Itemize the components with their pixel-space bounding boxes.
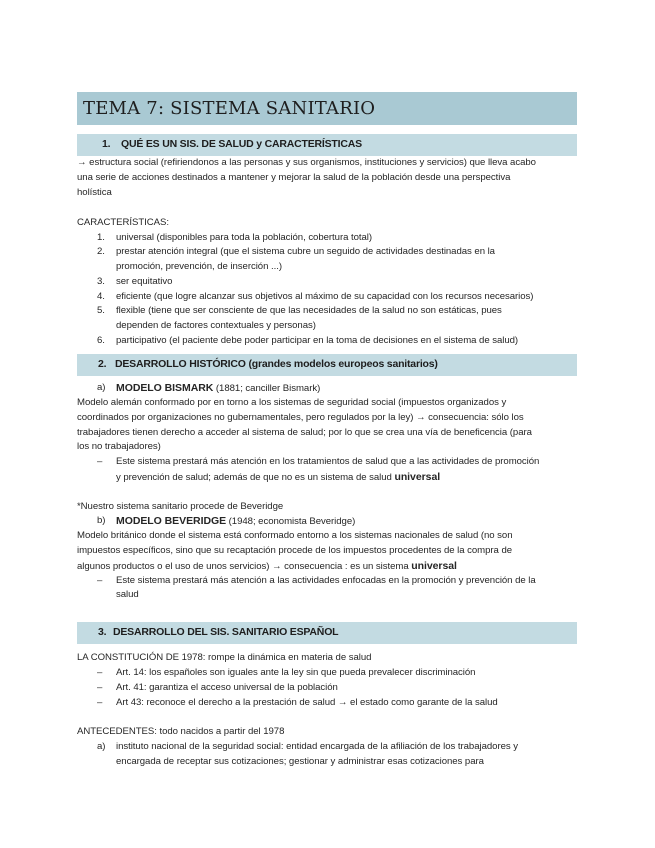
section-1-number: 1.	[102, 138, 111, 150]
beveridge-line-1: Modelo británico donde el sistema está conformado entorno a los sistemas nacionales de salud (no son	[77, 530, 513, 541]
beveridge-note: *Nuestro sistema sanitario procede de Beveridge	[77, 501, 284, 512]
title-banner	[77, 92, 577, 125]
bismark-line-1: Modelo alemán conformado por en torno a los sistemas de seguridad social (impuestos organizados y	[77, 397, 507, 408]
bismark-model-detail: (1881; canciller Bismark)	[213, 383, 321, 394]
section-2-number: 2.	[98, 358, 107, 370]
char-2-number: 2.	[97, 246, 105, 257]
antecedents-heading: ANTECEDENTES: todo nacidos a partir del 1978	[77, 726, 285, 737]
section-3-banner	[77, 622, 577, 644]
section-3-title: DESARROLLO DEL SIS. SANITARIO ESPAÑOL	[113, 626, 339, 638]
char-4-number: 4.	[97, 291, 105, 302]
bismark-bullet-text: y prevención de salud; además de que no es un sistema de salud	[116, 472, 395, 483]
char-6-number: 6.	[97, 335, 105, 346]
beveridge-model-name: MODELO BEVERIDGE	[116, 515, 227, 527]
bismark-heading	[116, 381, 320, 397]
intro-line-1: → estructura social (refiriendonos a las personas y sus organismos, instituciones y servicios) que lleva acabo	[77, 157, 536, 168]
section-1-banner	[77, 134, 577, 156]
art-41-text: Art. 41: garantiza el acceso universal de la población	[116, 682, 338, 693]
antecedent-a-line-2: encargada de receptar sus cotizaciones; gestionar y administrar esas cotizaciones para	[116, 756, 484, 767]
char-2-text-cont: promoción, prevención, de inserción ...)	[116, 261, 282, 272]
section-1-title: QUÉ ES UN SIS. DE SALUD y CARACTERÍSTICAS	[121, 138, 362, 150]
beveridge-heading	[116, 514, 355, 530]
bismark-line-4: los no trabajadores)	[77, 441, 161, 452]
intro-line-2: una serie de acciones destinados a mantener y mejorar la salud de la población desde una perspectiva	[77, 172, 511, 183]
beveridge-letter: b)	[97, 515, 106, 526]
constitution-heading: LA CONSTITUCIÓN DE 1978: rompe la dinámica en materia de salud	[77, 652, 372, 663]
art-43-text: Art 43: reconoce el derecho a la prestación de salud → el estado como garante de la salud	[116, 697, 498, 708]
bismark-line-3: trabajadores tienen derecho a acceder al sistema de salud; por lo que se crea una vía de beneficencia (para	[77, 427, 532, 438]
art-14-dash: –	[97, 667, 103, 678]
beveridge-bullet-dash: –	[97, 575, 103, 586]
art-43-dash: –	[97, 697, 103, 708]
char-5-text-cont: dependen de factores contextuales y personas)	[116, 320, 316, 331]
beveridge-model-detail: (1948; economista Beveridge)	[226, 516, 356, 527]
char-4-text: eficiente (que logre alcanzar sus objetivos al máximo de su capacidad con los recursos necesarios)	[116, 291, 534, 302]
beveridge-bullet-line-1: Este sistema prestará más atención a las actividades enfocadas en la promoción y prevención de la	[116, 575, 536, 586]
beveridge-universal-bold: universal	[411, 560, 457, 572]
section-3-number: 3.	[98, 626, 107, 638]
beveridge-line-2: impuestos específicos, sino que su recaptación procede de los impuestos procedentes de la compra de	[77, 545, 513, 556]
section-2-banner	[77, 354, 577, 376]
antecedent-a-line-1: instituto nacional de la seguridad social: entidad encargada de la afiliación de los trabajadores y	[116, 741, 518, 752]
char-3-text: ser equitativo	[116, 276, 173, 287]
antecedent-a-letter: a)	[97, 741, 106, 752]
bismark-universal-bold: universal	[394, 471, 441, 483]
char-1-text: universal (disponibles para toda la población, cobertura total)	[116, 232, 373, 243]
bismark-bullet-dash: –	[97, 456, 103, 467]
char-5-number: 5.	[97, 305, 105, 316]
section-2-title: DESARROLLO HISTÓRICO (grandes modelos europeos sanitarios)	[115, 358, 438, 370]
bismark-line-2: coordinados por organizaciones no gubernamentales, pero regulados por la ley) → consecuencia: sólo los	[77, 412, 524, 423]
beveridge-line-3	[77, 559, 457, 575]
intro-line-3: holística	[77, 187, 112, 198]
char-6-text: participativo (el paciente debe poder participar en la toma de decisiones en el sistema de salud)	[116, 335, 519, 346]
char-3-number: 3.	[97, 276, 105, 287]
art-14-text: Art. 14: los españoles son iguales ante la ley sin que pueda prevalecer discriminación	[116, 667, 476, 678]
page-title: TEMA 7: SISTEMA SANITARIO	[83, 98, 376, 119]
bismark-bullet-line-1: Este sistema prestará más atención en los tratamientos de salud que a las actividades de promoción	[116, 456, 540, 467]
beveridge-line-3-text: algunos productos o el uso de unos servicios) → consecuencia : es un sistema	[77, 561, 412, 572]
char-2-text: prestar atención integral (que el sistema cubre un seguido de actividades destinadas en la	[116, 246, 495, 257]
bismark-bullet-line-2	[116, 470, 440, 486]
char-5-text: flexible (tiene que ser consciente de que las necesidades de la salud no son estáticas, pues	[116, 305, 502, 316]
beveridge-bullet-line-2: salud	[116, 589, 139, 600]
char-1-number: 1.	[97, 232, 105, 243]
characteristics-heading: CARACTERÍSTICAS:	[77, 217, 169, 228]
bismark-letter: a)	[97, 382, 106, 393]
art-41-dash: –	[97, 682, 103, 693]
bismark-model-name: MODELO BISMARK	[116, 382, 214, 394]
